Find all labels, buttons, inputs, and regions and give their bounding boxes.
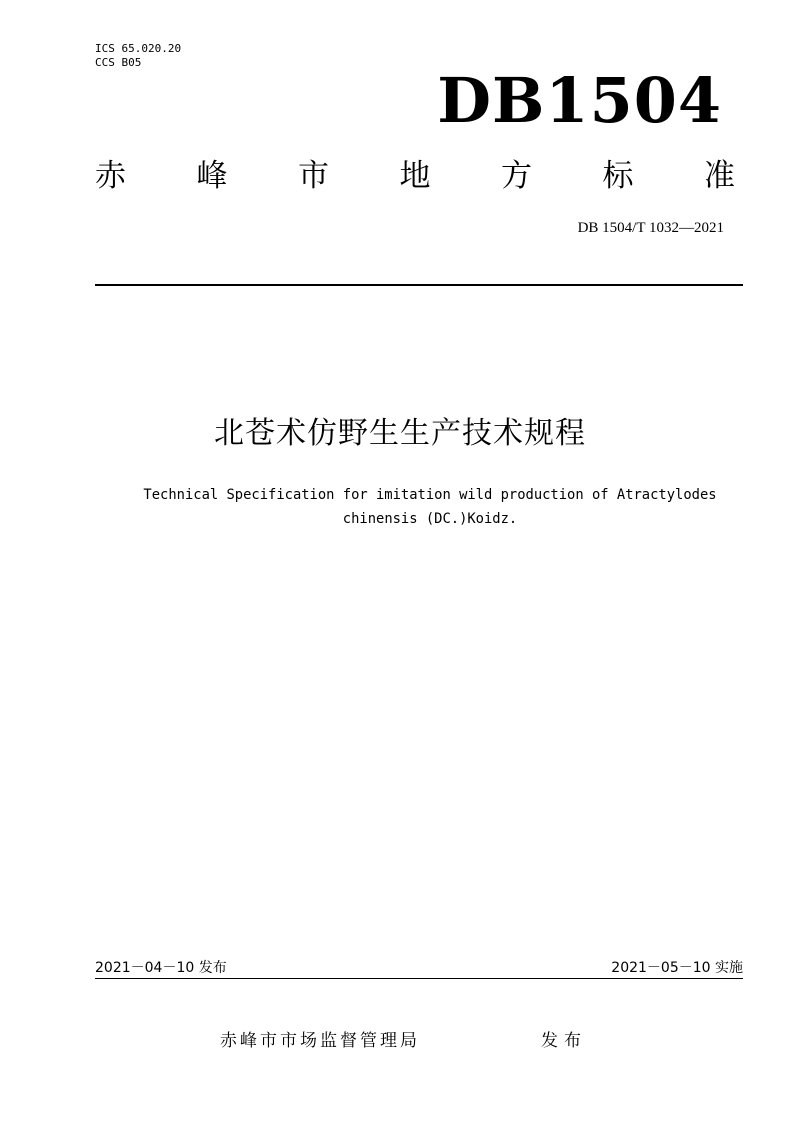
ics-code: ICS 65.020.20 — [95, 42, 182, 55]
standard-type — [95, 156, 735, 196]
english-title-line: Technical Specification for imitation wild production of Atractylodes — [143, 487, 717, 503]
bottom-divider — [95, 978, 743, 979]
standard-type-char: 方 — [501, 158, 532, 194]
ccs-code: CCS B05 — [95, 56, 142, 69]
standard-type-char: 地 — [399, 158, 431, 194]
standard-code: DB1504 — [437, 64, 722, 137]
english-title-line: chinensis (DC.)Koidz. — [342, 511, 518, 527]
publish-date: 2021－04－10 发布 — [95, 960, 227, 976]
standard-type-char: 标 — [602, 158, 634, 194]
standard-type-char: 峰 — [196, 158, 228, 194]
issuing-authority: 赤峰市市场监督管理局 — [220, 1031, 420, 1051]
document-title: 北苍术仿野生生产技术规程 — [214, 416, 586, 451]
implementation-date: 2021－05－10 实施 — [611, 960, 743, 976]
standard-type-char: 赤 — [95, 158, 126, 194]
standard-number: DB 1504/T 1032—2021 — [577, 220, 724, 236]
english-title — [60, 483, 800, 531]
standard-type-char: 准 — [704, 158, 735, 194]
top-divider — [95, 284, 743, 286]
standard-type-char: 市 — [298, 158, 329, 194]
issue-label: 发布 — [541, 1031, 587, 1051]
classification-codes — [95, 42, 181, 70]
